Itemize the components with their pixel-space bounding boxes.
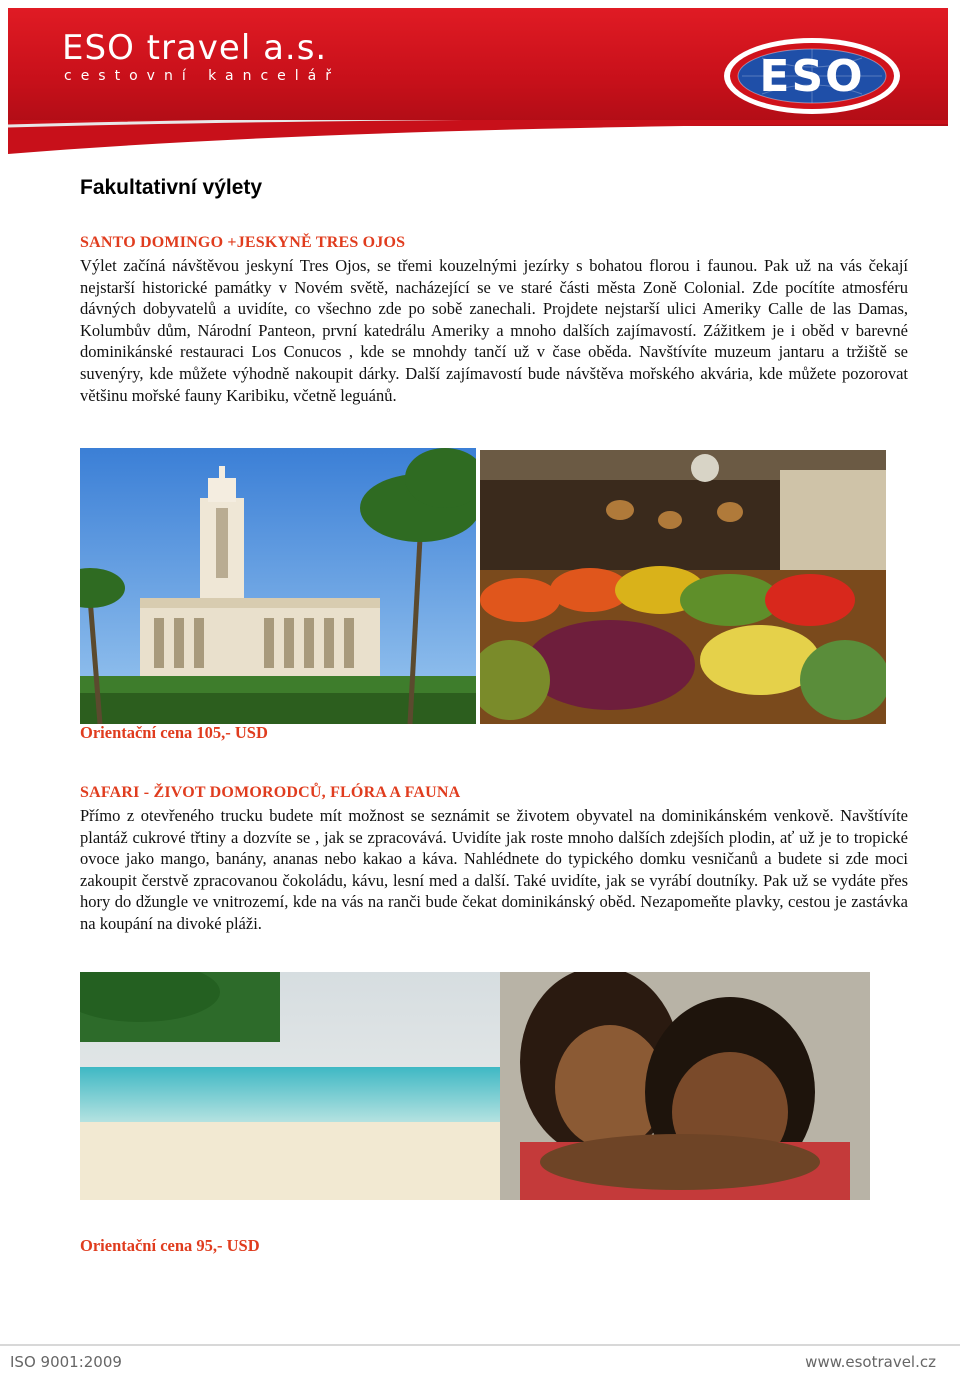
footer-divider [0,1344,960,1346]
header-swoosh [0,120,960,160]
market-photo [480,450,886,724]
brand-name: ESO travel a.s. [62,28,328,68]
eso-logo [722,36,902,116]
footer-iso: ISO 9001:2009 [10,1353,122,1371]
trip-price-safari: Orientační cena 95,- USD [80,1236,260,1255]
page-title: Fakultativní výlety [80,176,263,199]
logo-text: ESO [759,50,865,102]
trip-description-santo-domingo: Výlet začíná návštěvou jeskyní Tres Ojos, se třemi kouzelnými jezírky s bohatou florou i faunou. Pak už na vás čekají nejstarší historické památky v Novém světě, nacházející se ve staré části města Zoně Colonial. Zde pocítíte atmosféru dávných dobyvatelů a uvidíte, co všechno zde po sobě zanechali. Projdete nejstarší ulici Ameriky Calle de las Damas, Kolumbův dům, Národní Panteon, první katedrálu Ameriky a mnoho dalších zajímavostí. Zážitkem je i oběd v barevné dominikánské restauraci Los Conucos , kde se mnohdy tančí už v čase oběda. Navštívíte muzeum jantaru a tržiště se suvenýry, kde můžete výhodně nakoupit dárky. Další zajímavostí bude návštěva mořského akvária, kde můžete pozorovat většinu mořské fauny Karibiku, včetně leguánů. [80,256,908,405]
footer-website[interactable]: www.esotravel.cz [805,1353,936,1371]
cathedral-photo [80,448,476,724]
trip-description-safari: Přímo z otevřeného trucku budete mít možnost se seznámit se životem obyvatel na dominikánském venkově. Navštívíte plantáž cukrové třtiny a dozvíte se , jak se zpracovává. Uvidíte jak roste mnoho dalších zdejších plodin, ať už je to tropické ovoce jako mango, banány, ananas nebo kakao a káva. Nahlédnete do typického domku vesničanů a budete si zde moci zakoupit čerstvě zpracovanou čokoládu, kávu, lesní med a další. Také uvidíte, jak se vyrábí doutníky. Pak už se vydáte přes hory do džungle ve vnitrozemí, kde na vás na ranči bude čekat dominikánský oběd. Nezapomeňte plavky, cestou je zastávka na koupání na divoké pláži. [80,806,908,933]
brand-subtitle: cestovní kancelář [64,68,341,84]
trip-title-santo-domingo: SANTO DOMINGO +JESKYNĚ TRES OJOS [80,234,406,251]
trip-price-santo-domingo: Orientační cena 105,- USD [80,723,268,742]
trip-title-safari: SAFARI - ŽIVOT DOMORODCŮ, FLÓRA A FAUNA [80,784,461,801]
beach-children-photo [80,972,870,1200]
